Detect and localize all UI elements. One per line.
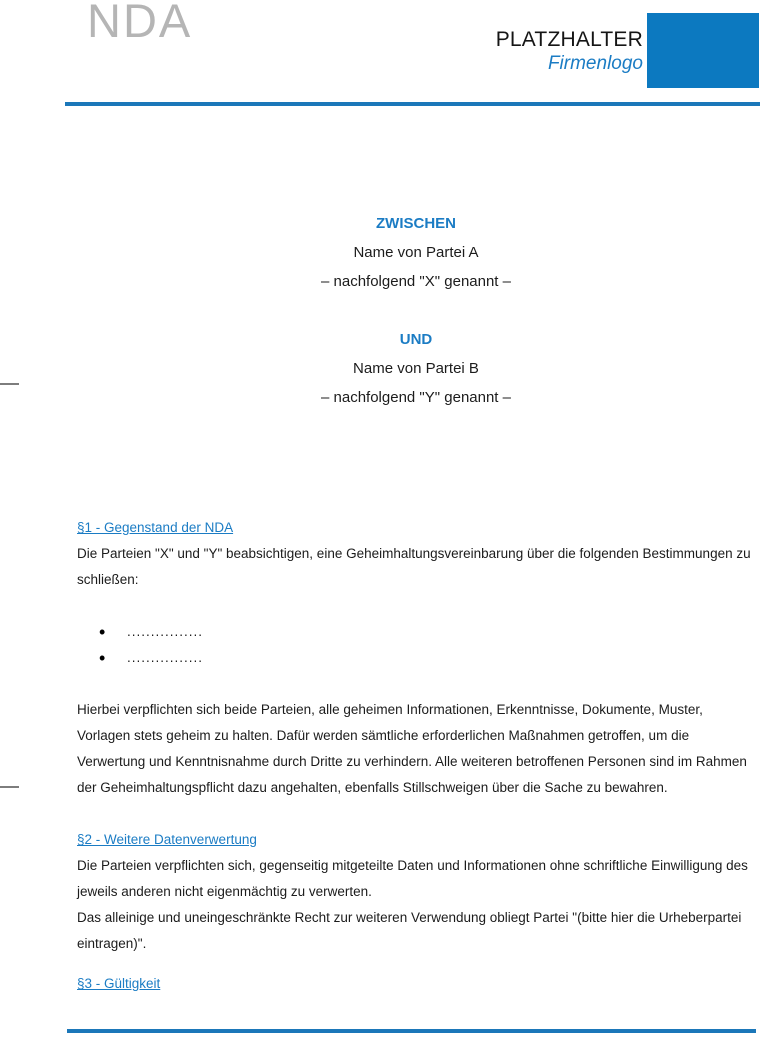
party-b-alias: – nachfolgend "Y" genannt – xyxy=(321,389,511,406)
document-title-watermark: NDA xyxy=(87,0,193,47)
section-2-paragraph-2: Das alleinige und uneingeschränkte Recht zur weiteren Verwendung obliegt Partei "(bitte hier die Urheberpartei eintragen)". xyxy=(77,910,742,951)
party-a-name: Name von Partei A xyxy=(353,244,479,261)
bullet-item: • ................ xyxy=(77,619,755,645)
logo-placeholder-subtitle: Firmenlogo xyxy=(547,53,643,74)
fold-mark-bottom xyxy=(0,786,19,788)
section-2-heading: §2 - Weitere Datenverwertung xyxy=(77,832,257,847)
section-1-bullet-list xyxy=(77,619,755,671)
company-logo-text xyxy=(496,28,643,76)
and-label: UND xyxy=(399,331,433,348)
section-3-heading: §3 - Gültigkeit xyxy=(77,976,161,991)
section-2-paragraph-1: Die Parteien verpflichten sich, gegenseitig mitgeteilte Daten und Informationen ohne schriftliche Einwilligung des jeweils anderen nicht eigenmächtig zu verwerten. xyxy=(77,858,748,899)
section-1-heading: §1 - Gegenstand der NDA xyxy=(77,520,234,535)
document-body xyxy=(77,107,755,997)
fold-mark-top xyxy=(0,383,19,385)
logo-placeholder-name: PLATZHALTER xyxy=(495,28,643,51)
header-divider-rule xyxy=(65,102,760,106)
footer-divider-rule xyxy=(67,1029,756,1033)
section-1-intro-paragraph: Die Parteien "X" und "Y" beabsichtigen, eine Geheimhaltungsvereinbarung über die folgenden Bestimmungen zu schließen: xyxy=(77,546,751,587)
bullet-item: • ................ xyxy=(77,645,755,671)
parties-block xyxy=(77,209,755,412)
section-1-body-paragraph: Hierbei verpflichten sich beide Parteien, alle geheimen Informationen, Erkenntnisse, Dokumente, Muster, Vorlagen stets geheim zu halten. Dafür werden sämtliche erforderlichen Maßnahmen getroffen, um die Verwertung und Kenntnisnahme durch Dritte zu verhindern. Alle weiteren betroffenen Personen sind im Rahmen der Geheimhaltungspflicht dazu angehalten, ebenfalls Stillschweigen über die Sache zu bewahren. xyxy=(77,702,747,795)
party-a-alias: – nachfolgend "X" genannt – xyxy=(321,273,511,290)
between-label: ZWISCHEN xyxy=(376,215,456,232)
company-logo-box xyxy=(647,13,759,88)
party-b-name: Name von Partei B xyxy=(353,360,479,377)
